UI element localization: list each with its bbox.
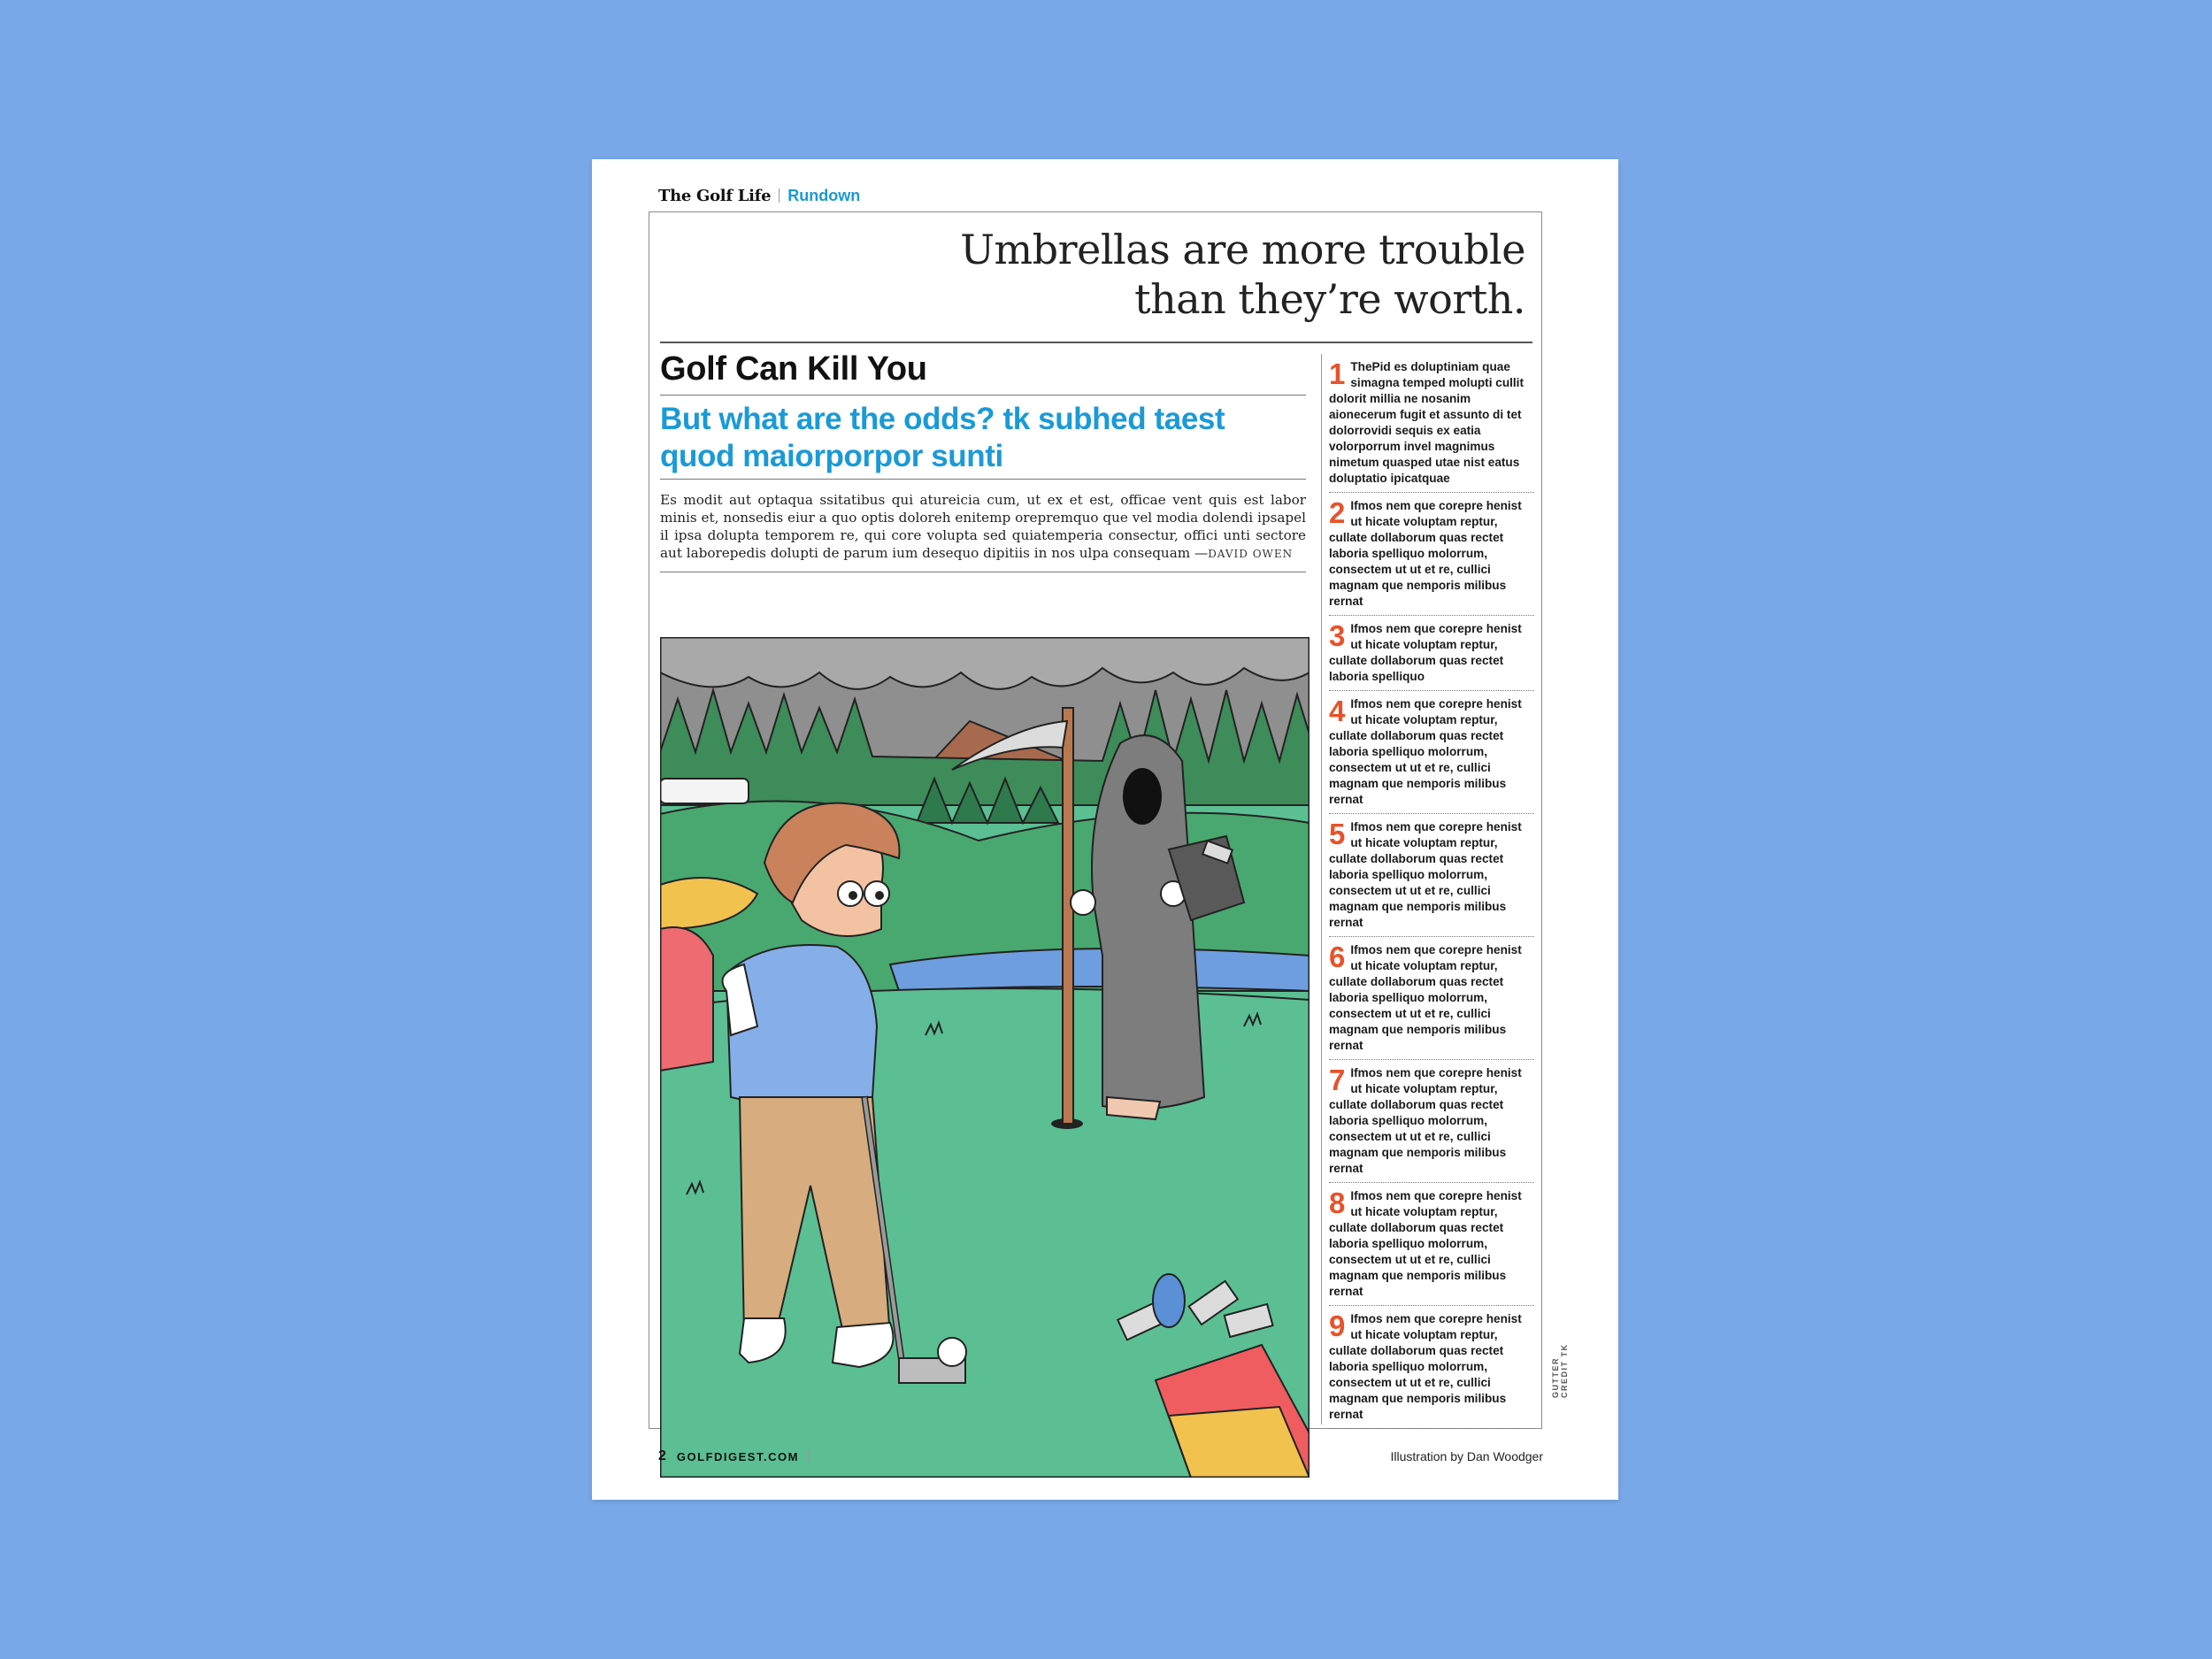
page-header xyxy=(658,186,860,205)
list-item-number: 4 xyxy=(1329,695,1346,727)
story-subhead: But what are the odds? tk subhed taest quod maiorporpor sunti xyxy=(660,402,1225,473)
story-title: Golf Can Kill You xyxy=(660,350,927,388)
content-frame xyxy=(649,211,1542,1429)
pull-quote-rule xyxy=(660,342,1532,343)
list-item-number: 7 xyxy=(1329,1064,1346,1096)
column-divider xyxy=(1321,354,1322,1425)
story-body xyxy=(660,480,1306,572)
list-item-text: Ifmos nem que corepre henist ut hicate voluptam reptur, cullate dollaborum quas rectet laboria spelliquo molorrum, consectem ut ut et re, cullici magnam que nemporis milibus rernat xyxy=(1329,820,1522,929)
list-item-number: 2 xyxy=(1329,496,1346,529)
gutter-credit: GUTTER CREDIT TK xyxy=(1551,1343,1569,1398)
footer-divider xyxy=(808,1450,809,1463)
section-name: Rundown xyxy=(787,186,861,204)
list-item xyxy=(1329,354,1534,493)
pull-quote-line: Umbrellas are more trouble xyxy=(960,226,1525,273)
list-item-number: 5 xyxy=(1329,818,1346,850)
list-item xyxy=(1329,1306,1534,1429)
byline: DAVID OWEN xyxy=(1208,548,1294,560)
list-item-text: Ifmos nem que corepre henist ut hicate voluptam reptur, cullate dollaborum quas rectet laboria spelliquo molorrum, consectem ut ut et re, cullici magnam que nemporis milibus rernat xyxy=(1329,1189,1522,1298)
list-item xyxy=(1329,814,1534,937)
list-item xyxy=(1329,616,1534,691)
page-number: 2 xyxy=(658,1448,666,1463)
list-item-text: Ifmos nem que corepre henist ut hicate voluptam reptur, cullate dollaborum quas rectet laboria spelliquo molorrum, consectem ut ut et re, cullici magnam que nemporis milibus rernat xyxy=(1329,943,1522,1052)
golf-reaper-illustration xyxy=(660,637,1310,1478)
list-item xyxy=(1329,937,1534,1060)
magazine-page xyxy=(592,159,1618,1500)
list-item xyxy=(1329,691,1534,814)
pull-quote-line: than they’re worth. xyxy=(1134,275,1525,323)
list-item-text: Ifmos nem que corepre henist ut hicate voluptam reptur, cullate dollaborum quas rectet laboria spelliquo molorrum, consectem ut ut et re, cullici magnam que nemporis milibus rernat xyxy=(1329,697,1522,806)
list-item-number: 9 xyxy=(1329,1310,1346,1342)
list-item xyxy=(1329,1183,1534,1306)
site-name: GOLFDIGEST.COM xyxy=(676,1449,799,1463)
pull-quote xyxy=(818,225,1525,324)
list-item-number: 8 xyxy=(1329,1187,1346,1219)
list-item-text: Ifmos nem que corepre henist ut hicate voluptam reptur, cullate dollaborum quas rectet laboria spelliquo molorrum, consectem ut ut et re, cullici magnam que nemporis milibus rernat xyxy=(1329,1066,1522,1175)
list-item xyxy=(1329,493,1534,616)
list-item-number: 1 xyxy=(1329,357,1346,390)
list-item-text: Ifmos nem que corepre henist ut hicate voluptam reptur, cullate dollaborum quas rectet laboria spelliquo molorrum, consectem ut ut et re, cullici magnam que nemporis milibus rernat xyxy=(1329,1312,1522,1421)
magazine-name: The Golf Life xyxy=(658,186,772,205)
story xyxy=(660,345,1306,572)
list-item-text: Ifmos nem que corepre henist ut hicate voluptam reptur, cullate dollaborum quas rectet laboria spelliquo molorrum, consectem ut ut et re, cullici magnam que nemporis milibus rernat xyxy=(1329,499,1522,608)
illustration-credit: Illustration by Dan Woodger xyxy=(1390,1449,1543,1463)
story-body-text: Es modit aut optaqua ssitatibus qui atureicia cum, ut ex et est, officae vent quis est labor minis et, nonsedis eiur a quo optis doloreh enitemp orepremquo que vel modia dolendi ipsapel il ipsa dolupta temporem re, qui core volupta sed quiatemperia consectur, offici unti sectore aut laborepedis dolupti de parum ium desequo dipitiis in nos ulpa consequam — xyxy=(660,492,1306,561)
numbered-sidebar-list xyxy=(1329,354,1534,1429)
list-item xyxy=(1329,1060,1534,1183)
list-item-text: Ifmos nem que corepre henist ut hicate voluptam reptur, cullate dollaborum quas rectet laboria spelliquo xyxy=(1329,622,1522,683)
header-divider xyxy=(779,188,780,203)
list-item-text: ThePid es doluptiniam quae simagna temped molupti cullit dolorit millia ne nosanim aionecerum fugit et assunto di tet dolorrovidi sequis ex eatia volorporrum invel magnimus nimetum quasped utae nist eatus doluptatio ipicatquae xyxy=(1329,360,1524,485)
list-item-number: 3 xyxy=(1329,619,1346,652)
list-item-number: 6 xyxy=(1329,941,1346,973)
page-footer xyxy=(658,1448,1543,1465)
